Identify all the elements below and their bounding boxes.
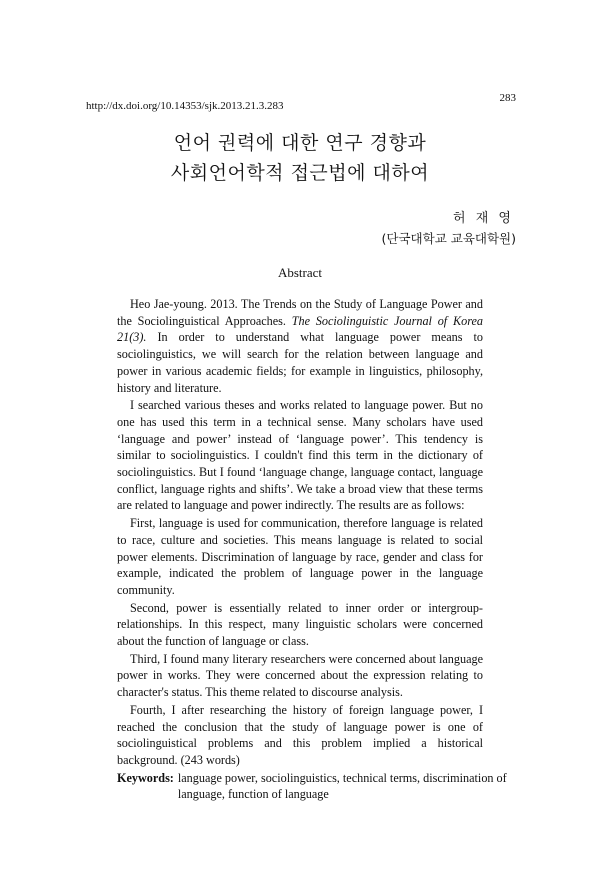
abstract-paragraph: I searched various theses and works related to language power. But no one has used this term in a technical sense. Many scholars have used ‘language and power’ instead of ‘language power’. This tendency is similar to sociolinguistics. I couldn't find this term in the dictionary of sociolinguistics. But I found ‘language change, language contact, language conflict, language rights and shifts’. We take a broad view that these terms are related to language and power indirectly. The results are as follows: (117, 398, 483, 513)
page-number: 283 (499, 92, 516, 104)
title-line-1: 언어 권력에 대한 연구 경향과 (173, 132, 427, 154)
abstract-paragraph: Fourth, I after researching the history of foreign language power, I reached the conclusion that the study of language power is one of sociolinguistical problems and this problem implied a historical background. (243 words) (117, 702, 483, 767)
author-name: 허 재 영 (453, 211, 514, 226)
abstract-p1-rest: In order to understand what language power means to sociolinguistics, we will search for the relation between language and power in various academic fields; for example in linguistics, philosophy, history and literature. (117, 330, 483, 395)
citation-text: Heo Jae-young. 2013. The Trends on the Study of Language Power and the Sociolinguistical Approaches. (117, 297, 483, 328)
keywords-label: Keywords: (117, 770, 174, 785)
abstract-paragraph-citation (117, 296, 483, 396)
keywords-line-2: language, function of language (177, 787, 329, 802)
abstract-heading: Abstract (277, 265, 323, 280)
title-line-2: 사회언어학적 접근법에 대하여 (170, 162, 430, 184)
abstract-paragraph: First, language is used for communication, therefore language is related to race, culture and societies. This means language is related to social power elements. Discrimination of language by race, gender and class for example, indicated the problem of language power in the language community. (117, 516, 483, 597)
doi-link[interactable]: http://dx.doi.org/10.14353/sjk.2013.21.3.283 (86, 100, 284, 112)
paper-title (0, 128, 600, 188)
keywords-list (178, 770, 507, 803)
abstract-body (117, 296, 507, 803)
abstract-paragraph: Second, power is essentially related to inner order or intergroup-relationships. In this respect, many linguistic scholars were concerned about the function of language or class. (117, 600, 483, 649)
abstract-paragraph: Third, I found many literary researchers were concerned about language power in works. They were concerned about the expression relating to character's status. This theme related to discourse analysis. (117, 651, 483, 700)
author-affiliation: (단국대학교 교육대학원) (381, 231, 516, 246)
keywords (117, 770, 507, 803)
citation-journal: The Sociolinguistic Journal of Korea 21(3). (117, 313, 483, 345)
keywords-line-1: language power, sociolinguistics, technical terms, discrimination of (177, 770, 507, 785)
